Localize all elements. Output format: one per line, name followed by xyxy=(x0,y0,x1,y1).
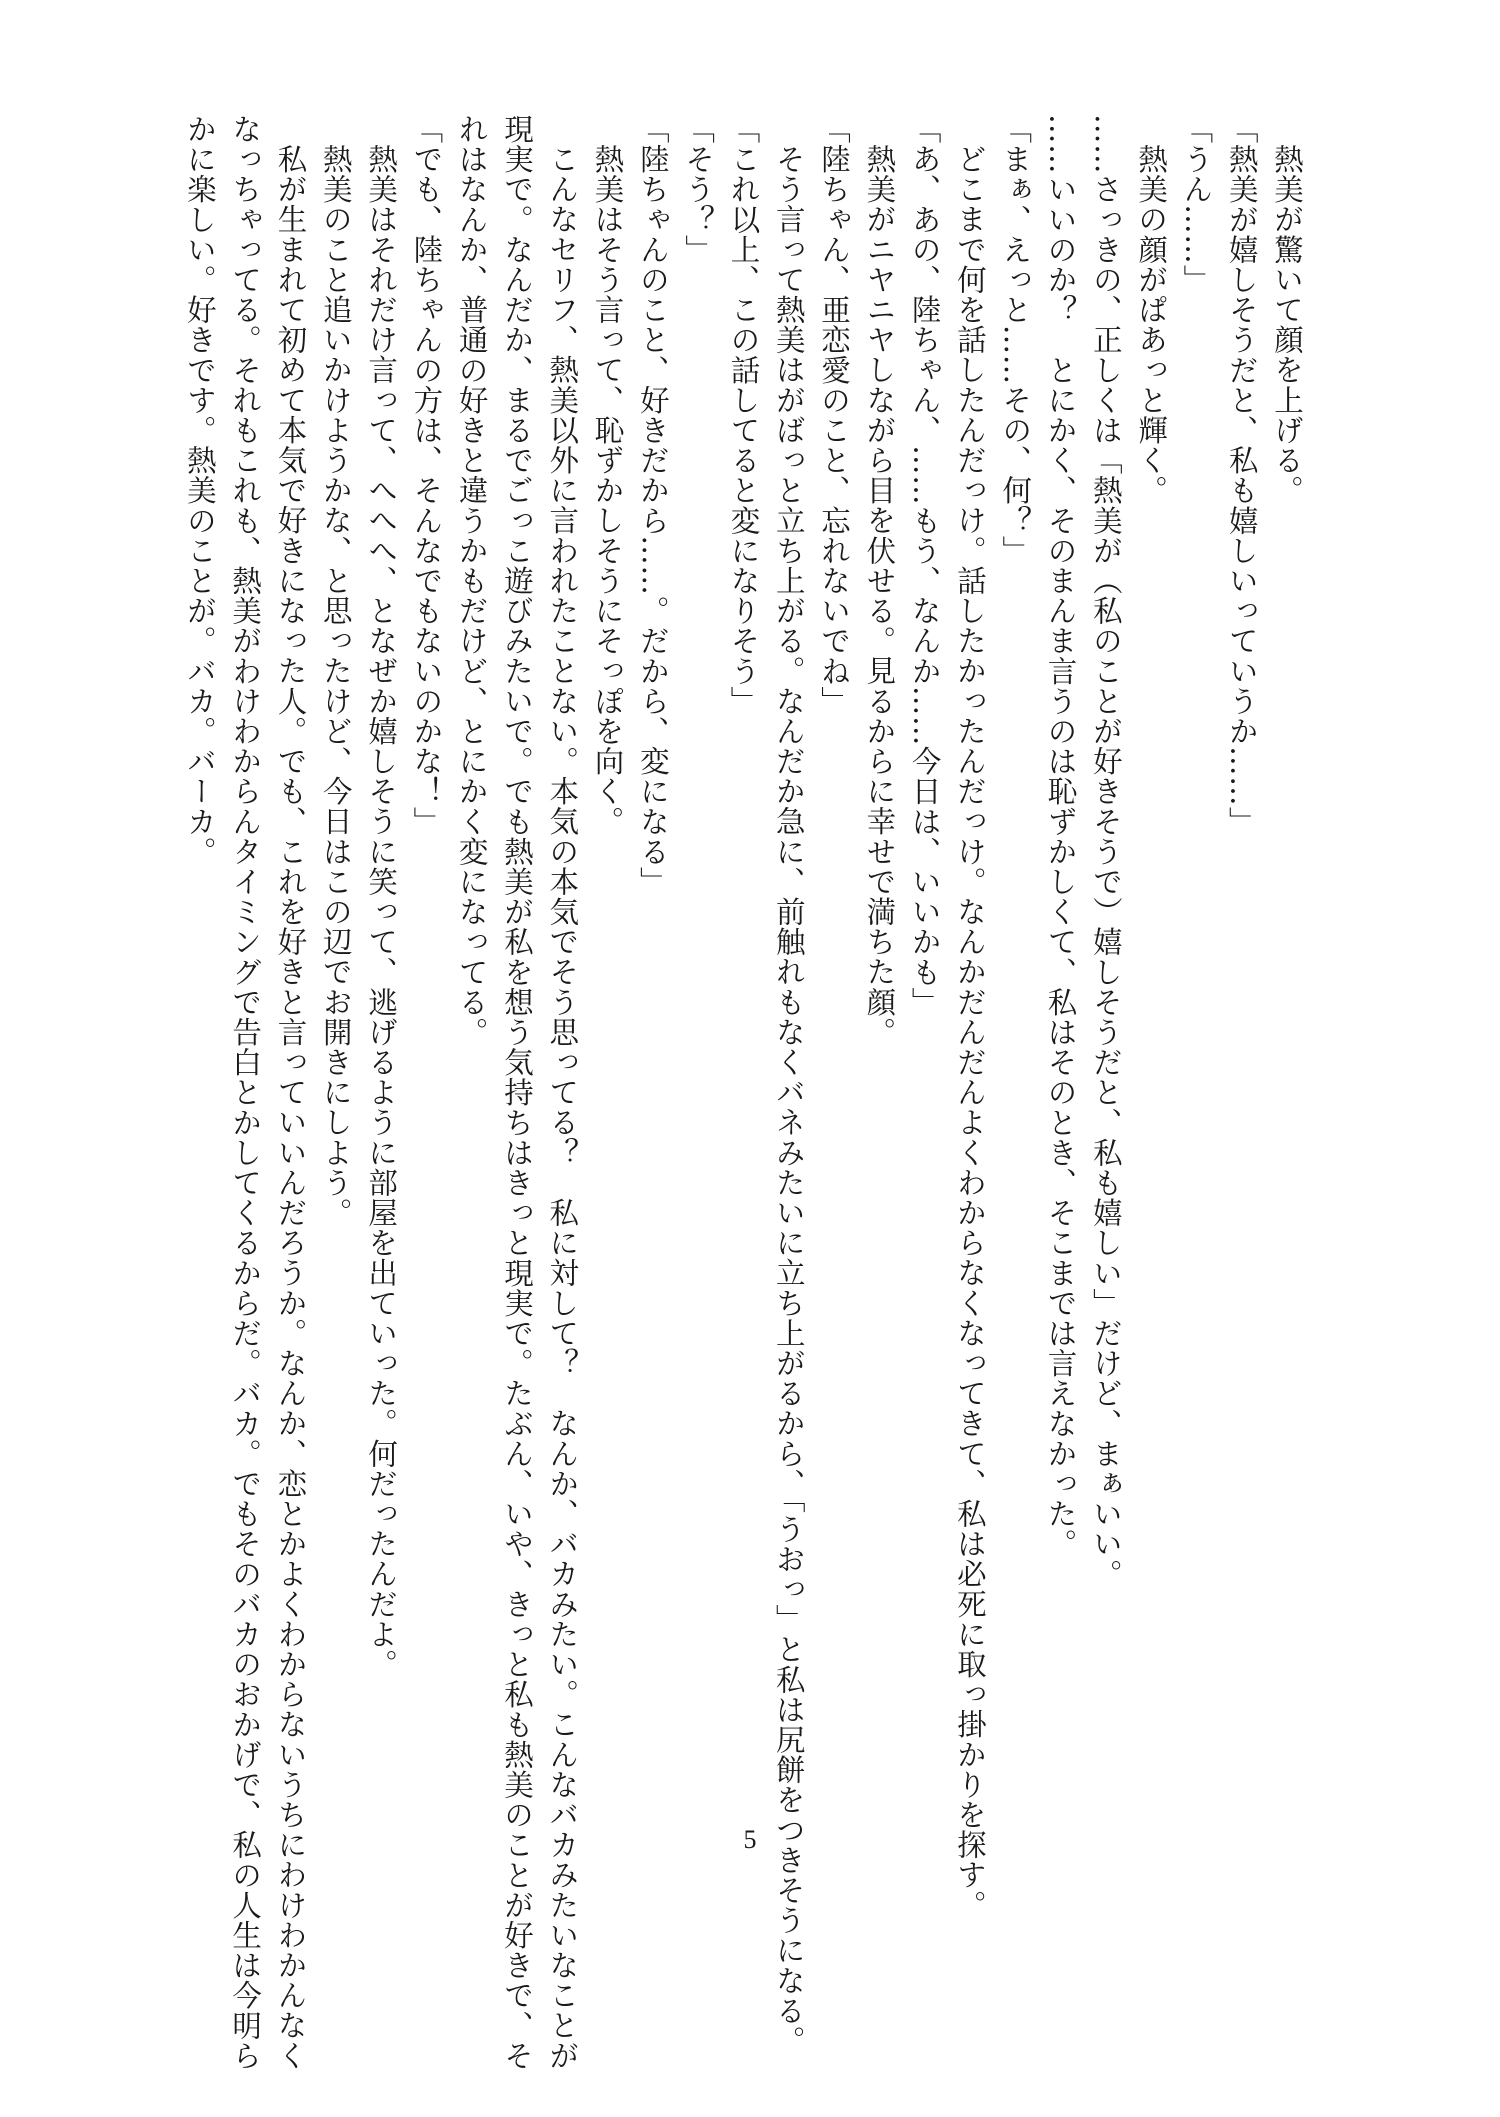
text-line: 現実で。なんだか、まるでごっこ遊びみたいで。でも熱美が私を想う気持ちはきっと現実で。たぶん、いや、きっと私も熱美のことが好きで、そ xyxy=(499,114,534,2071)
text-line: ……いいのか？ とにかく、そのまんま言うのは恥ずかしくて、私はそのとき、そこまでは言えなかった。 xyxy=(1043,114,1078,1559)
text-line: かに楽しい。好きです。熱美のことが。バカ。バーカ。 xyxy=(182,114,217,867)
text-line: れはなんか、普通の好きと違うかもだけど、とにかく変になってる。 xyxy=(454,114,489,1048)
text-line: なっちゃってる。それもこれも、熱美がわけわからんタイミングで告白とかしてくるからだ。バカ。でもそのバカのおかげで、私の人生は今明ら xyxy=(228,114,263,2071)
text-line: 「うん……」 xyxy=(1179,114,1214,295)
text-line: 「陸ちゃん、亜恋愛のこと、忘れないでね」 xyxy=(817,114,852,716)
text-line: 熱美はそれだけ言って、へへへ、となぜか嬉しそうに笑って、逃げるように部屋を出ていった。何だったんだよ。 xyxy=(364,143,399,1679)
text-line: 「これ以上、この話してると変になりそう」 xyxy=(726,114,761,716)
text-line: 「でも、陸ちゃんの方は、そんなでもないのかな！」 xyxy=(409,114,444,837)
text-line: 熱美がニヤニヤしながら目を伏せる。見るからに幸せで満ちた顔。 xyxy=(862,143,897,1047)
text-line: 「そう？」 xyxy=(681,114,716,265)
text-line: 「まぁ、えっと……その、何？」 xyxy=(998,114,1033,566)
vertical-text-body xyxy=(182,114,1309,2071)
text-line: 熱美が驚いて顔を上げる。 xyxy=(1270,143,1304,505)
page-number: 5 xyxy=(743,1825,757,1854)
text-line: 「あ、あの、陸ちゃん、……もう、なんか……今日は、いいかも」 xyxy=(907,114,942,1017)
text-line: 「熱美が嬉しそうだと、私も嬉しいっていうか……」 xyxy=(1224,114,1259,837)
text-line: 熱美のこと追いかけようかな、と思ったけど、今日はこの辺でお開きにしよう。 xyxy=(318,143,353,1228)
text-line: 熱美はそう言って、恥ずかしそうにそっぽを向く。 xyxy=(590,143,625,836)
text-line: そう言って熱美はがばっと立ち上がる。なんだか急に、前触れもなくバネみたいに立ち上がるから、「うおっ」と私は尻餅をつきそうになる。 xyxy=(771,143,806,2056)
text-line: こんなセリフ、熱美以外に言われたことない。本気の本気でそう思ってる？ 私に対して？ なんか、バカみたい。こんなバカみたいなことが xyxy=(545,143,580,2070)
text-line: ……さっきの、正しくは「熱美が（私のことが好きそうで）嬉しそうだと、私も嬉しい」だけど、まぁいい。 xyxy=(1088,114,1123,1589)
text-line: 私が生まれて初めて本気で好きになった人。でも、これを好きと言っていいんだろうか。なんか、恋とかよくわからないうちにわけわかんなく xyxy=(273,143,308,2070)
text-line: 「陸ちゃんのこと、好きだから……。だから、変になる」 xyxy=(635,114,670,897)
text-line: 熱美の顔がぱあっと輝く。 xyxy=(1134,143,1169,505)
text-line: どこまで何を話したんだっけ。話したかったんだっけ。なんかだんだんよくわからなくなってきて、私は必死に取っ掛かりを探す。 xyxy=(952,143,987,1920)
